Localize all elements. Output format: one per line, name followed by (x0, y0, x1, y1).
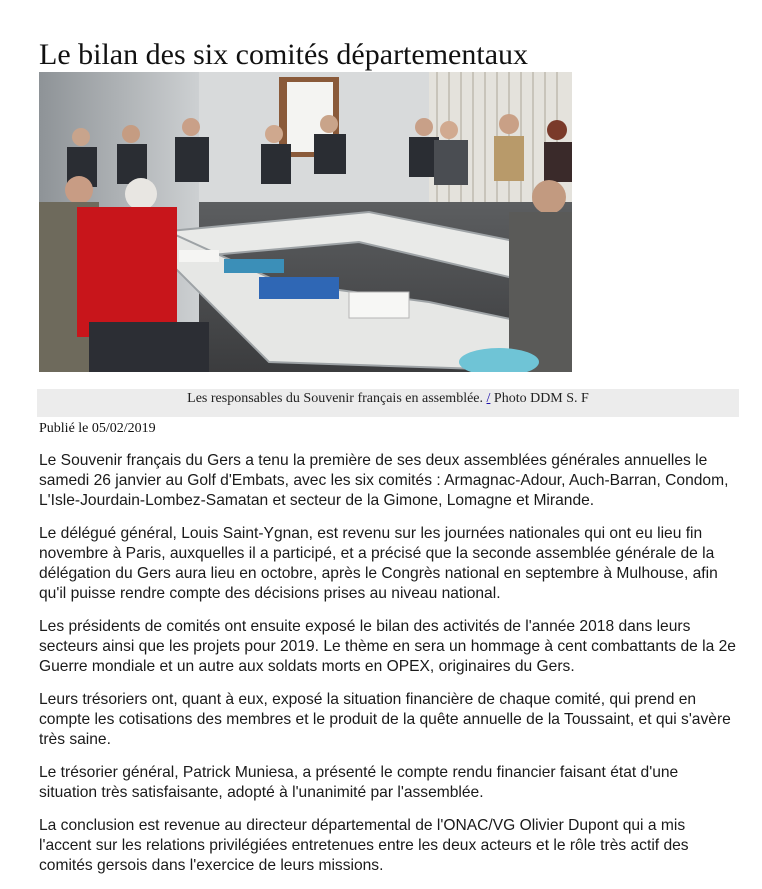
article-photo (39, 72, 572, 372)
article-title: Le bilan des six comités départementaux (39, 38, 529, 71)
paragraph: Le trésorier général, Patrick Muniesa, a présenté le compte rendu financier faisant état d'une situation très satisfaisante, adopté à l'unanimité par l'assemblée. (39, 764, 679, 801)
caption-text: Les responsables du Souvenir français en assemblée. (187, 391, 487, 406)
article-body (39, 451, 739, 889)
paragraph: Leurs trésoriers ont, quant à eux, exposé la situation financière de chaque comité, qui prend en compte les cotisations des membres et le produit de la quête annuelle de la Toussaint, et qui s'avère très saine. (39, 691, 731, 748)
photo-caption (37, 389, 739, 417)
paragraph: Le délégué général, Louis Saint-Ygnan, est revenu sur les journées nationales qui ont eu lieu fin novembre à Paris, auxquelles il a participé, et a précisé que la seconde assemblée générale de la délégation du Gers aura lieu en octobre, après le Congrès national en septembre à Mulhouse, afin qu'il puisse rendre compte des décisions prises au niveau national. (39, 525, 718, 602)
publish-date: Publié le 05/02/2019 (39, 421, 156, 436)
caption-separator-link[interactable]: / (486, 391, 491, 406)
paragraph: Le Souvenir français du Gers a tenu la première de ses deux assemblées générales annuelles le samedi 26 janvier au Golf d'Embats, avec les six comités : Armagnac-Adour, Auch-Barran, Condom, L'Isle-Jourdain-Lombez-Samatan et secteur de la Gimone, Lomagne et Mirande. (39, 452, 729, 509)
paragraph: La conclusion est revenue au directeur départemental de l'ONAC/VG Olivier Dupont qui a mis l'accent sur les relations privilégiées entretenues entre les deux acteurs et le rôle très actif des comités gersois dans l'exercice de leurs missions. (39, 817, 689, 874)
caption-credit: Photo DDM S. F (490, 391, 589, 406)
paragraph: Les présidents de comités ont ensuite exposé le bilan des activités de l'année 2018 dans leurs secteurs ainsi que les projets pour 2019. Le thème en sera un hommage à cent combattants de la 2e Guerre mondiale et un autre aux soldats morts en OPEX, originaires du Gers. (39, 618, 736, 675)
